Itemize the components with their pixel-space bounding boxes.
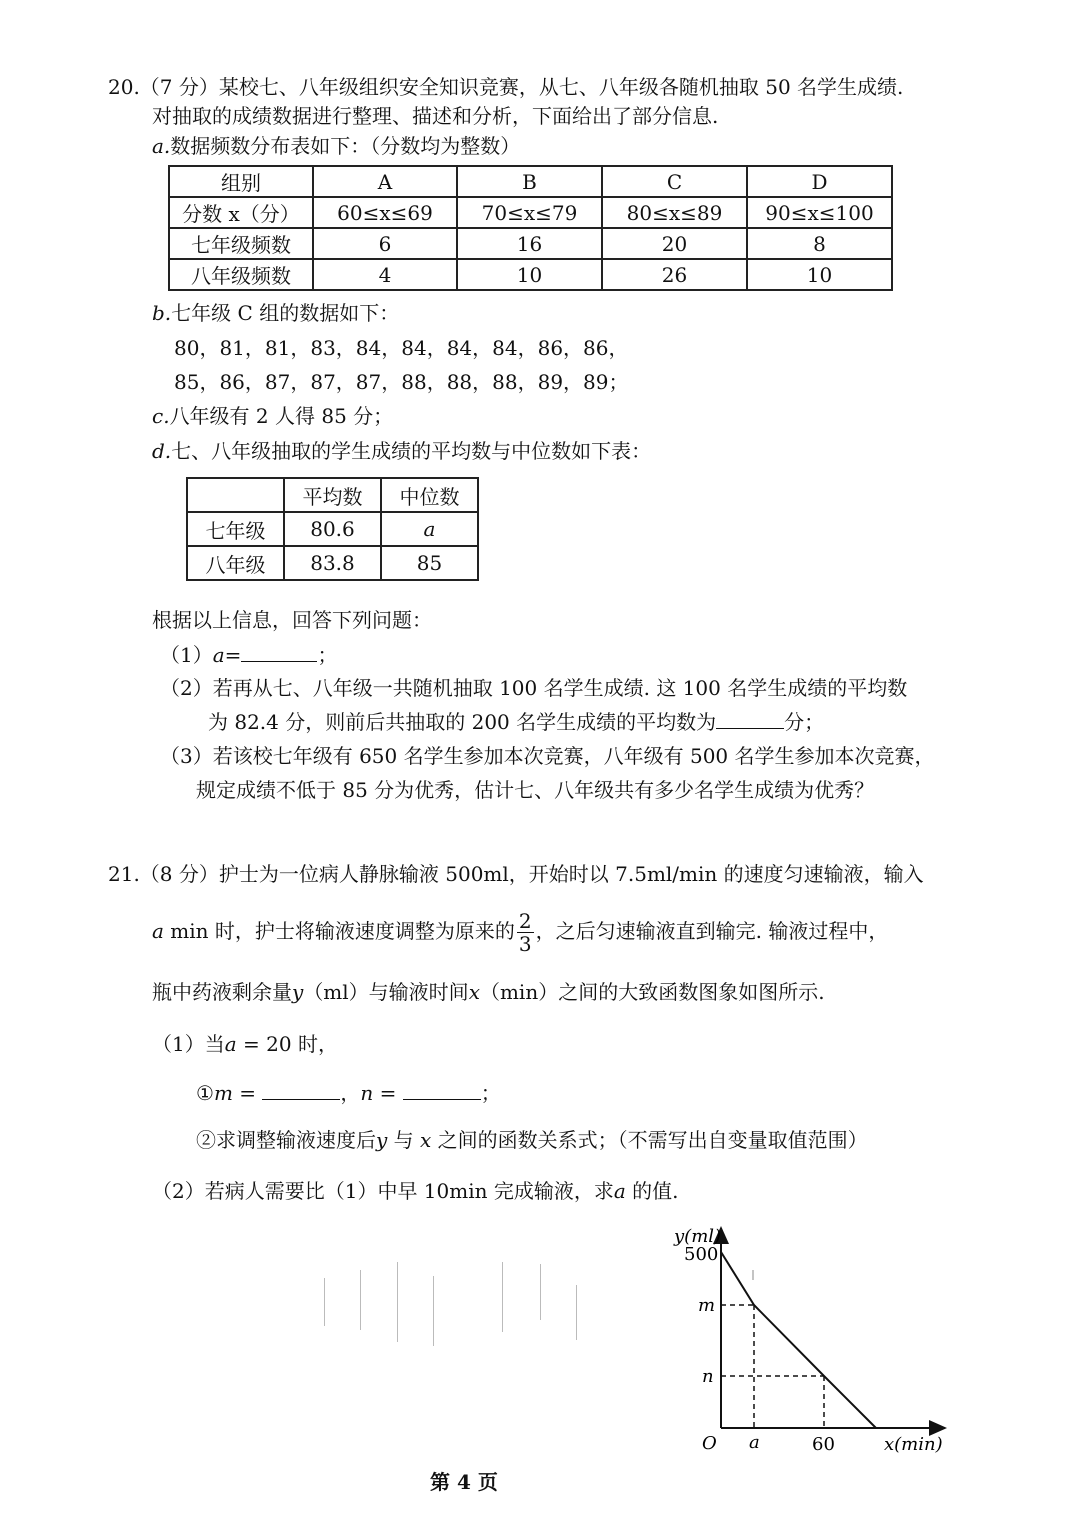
scan-mark bbox=[576, 1285, 577, 1340]
variable-y: y bbox=[292, 980, 304, 1004]
table-row bbox=[169, 197, 892, 228]
q21-text: ②求调整输液速度后 bbox=[196, 1128, 376, 1152]
c-group-data-line2: 85，86，87，87，87，88，88，88，89，89； bbox=[174, 370, 629, 394]
table-cell: 90≤x≤100 bbox=[747, 197, 892, 228]
variable-a: a bbox=[613, 1179, 626, 1203]
item-b-text: 七年级 C 组的数据如下： bbox=[171, 301, 400, 325]
table-cell: 七年级 bbox=[187, 512, 284, 546]
q20-item-b bbox=[152, 298, 399, 328]
function-line bbox=[721, 1252, 876, 1428]
table-cell: 20 bbox=[602, 228, 747, 259]
q21-text: = 20 时， bbox=[236, 1032, 338, 1056]
mean-median-table bbox=[186, 477, 479, 581]
scan-mark bbox=[540, 1264, 541, 1320]
circled-one: ① bbox=[196, 1081, 214, 1105]
q20-item-c bbox=[152, 401, 393, 431]
fraction-two-thirds bbox=[517, 910, 534, 955]
item-b-label: b. bbox=[152, 301, 172, 325]
stats-header-cell: 中位数 bbox=[381, 478, 478, 512]
q21-text: 之间的函数关系式；（不需写出自变量取值范围） bbox=[431, 1128, 868, 1152]
freq-header-cell: D bbox=[747, 166, 892, 197]
q21-text: 与 bbox=[387, 1128, 421, 1152]
table-cell: 80.6 bbox=[284, 512, 381, 546]
table-cell: 83.8 bbox=[284, 546, 381, 580]
q21-line2 bbox=[152, 906, 888, 956]
item-c-label: c. bbox=[152, 404, 170, 428]
y-tick-m: m bbox=[698, 1295, 716, 1316]
fraction-numerator: 2 bbox=[518, 909, 532, 933]
table-cell: 6 bbox=[313, 228, 457, 259]
answer-blank-m[interactable] bbox=[262, 1081, 340, 1100]
variable-a: a bbox=[152, 919, 164, 943]
table-cell: 4 bbox=[313, 259, 457, 290]
table-cell: 26 bbox=[602, 259, 747, 290]
q21-text: ，之后匀速输液直到输完. 输液过程中， bbox=[535, 919, 889, 943]
scan-mark bbox=[502, 1262, 503, 1332]
table-cell: 8 bbox=[747, 228, 892, 259]
table-cell: a bbox=[381, 512, 478, 546]
scan-mark bbox=[324, 1278, 325, 1326]
variable-x: x bbox=[420, 1128, 432, 1152]
q21-part2 bbox=[152, 1176, 679, 1206]
answer-blank-n[interactable] bbox=[403, 1081, 481, 1100]
answer-blank[interactable] bbox=[241, 643, 317, 662]
table-cell: 八年级频数 bbox=[169, 259, 313, 290]
table-cell: 60≤x≤69 bbox=[313, 197, 457, 228]
equals-sign: = bbox=[224, 643, 242, 667]
stats-header-cell bbox=[187, 478, 284, 512]
freq-header-cell: B bbox=[457, 166, 602, 197]
x-axis-label: x(min) bbox=[884, 1434, 943, 1455]
variable-a: a bbox=[212, 643, 225, 667]
table-cell: 80≤x≤89 bbox=[602, 197, 747, 228]
q20-part3-line2: 规定成绩不低于 85 分为优秀，估计七、八年级共有多少名学生成绩为优秀？ bbox=[196, 778, 875, 802]
q21-line3 bbox=[152, 977, 825, 1007]
table-row bbox=[169, 259, 892, 290]
part-number: （1）当 bbox=[152, 1032, 225, 1056]
frequency-table bbox=[168, 165, 893, 291]
y-tick-n: n bbox=[702, 1366, 714, 1387]
q21-heading: 21.（8 分）护士为一位病人静脉输液 500ml，开始时以 7.5ml/min 的速度匀速输液，输入 bbox=[108, 862, 924, 886]
q21-part1-sub1 bbox=[196, 1078, 501, 1108]
table-cell: 10 bbox=[457, 259, 602, 290]
table-cell: 八年级 bbox=[187, 546, 284, 580]
y-axis-label: y(ml) bbox=[674, 1226, 722, 1247]
item-a-text: 数据频数分布表如下：（分数均为整数） bbox=[170, 134, 521, 158]
q21-part1-sub2 bbox=[196, 1125, 868, 1155]
scan-mark bbox=[397, 1262, 398, 1342]
equals-sign: = bbox=[373, 1081, 403, 1105]
semicolon: ； bbox=[317, 643, 338, 667]
q21-text: （ml）与输液时间 bbox=[303, 980, 469, 1004]
q20-part2-line1: （2）若再从七、八年级一共随机抽取 100 名学生成绩. 这 100 名学生成绩的平均数 bbox=[160, 676, 908, 700]
table-cell: 10 bbox=[747, 259, 892, 290]
origin-label: O bbox=[702, 1433, 717, 1454]
scan-mark bbox=[360, 1270, 361, 1330]
part2-text-end: 分； bbox=[784, 710, 825, 734]
table-cell: 分数 x（分） bbox=[169, 197, 313, 228]
q20-part1 bbox=[160, 640, 337, 670]
part-number: （1） bbox=[160, 643, 213, 667]
table-row bbox=[169, 228, 892, 259]
c-group-data-line1: 80，81，81，83，84，84，84，84，86，86， bbox=[174, 336, 629, 360]
q21-text: （2）若病人需要比（1）中早 10min 完成输液，求 bbox=[152, 1179, 614, 1203]
q21-text: min 时，护士将输液速度调整为原来的 bbox=[163, 919, 515, 943]
frequency-table-header bbox=[169, 166, 892, 197]
equals-sign: = bbox=[232, 1081, 263, 1105]
table-cell: 16 bbox=[457, 228, 602, 259]
freq-header-cell: 组别 bbox=[169, 166, 313, 197]
x-tick-60: 60 bbox=[812, 1434, 835, 1455]
q21-part1 bbox=[152, 1029, 338, 1059]
part2-text: 为 82.4 分，则前后共抽取的 200 名学生成绩的平均数为 bbox=[208, 710, 717, 734]
table-cell: 70≤x≤79 bbox=[457, 197, 602, 228]
table-row bbox=[187, 546, 478, 580]
q20-heading: 20.（7 分）某校七、八年级组织安全知识竞赛，从七、八年级各随机抽取 50 名学生成绩. bbox=[108, 75, 904, 99]
page-number: 第 4 页 bbox=[430, 1470, 498, 1494]
variable-y: y bbox=[376, 1128, 388, 1152]
item-a-label: a. bbox=[152, 134, 171, 158]
q20-item-a bbox=[152, 131, 520, 161]
item-d-label: d. bbox=[152, 439, 172, 463]
table-cell: 七年级频数 bbox=[169, 228, 313, 259]
answer-blank[interactable] bbox=[716, 710, 784, 729]
table-row bbox=[187, 512, 478, 546]
q20-heading-line2: 对抽取的成绩数据进行整理、描述和分析，下面给出了部分信息. bbox=[152, 104, 719, 128]
fraction-denominator: 3 bbox=[518, 932, 532, 956]
q20-part2-line2 bbox=[208, 707, 824, 737]
q21-text: 的值. bbox=[625, 1179, 679, 1203]
infusion-graph bbox=[660, 1218, 960, 1468]
y-tick-500: 500 bbox=[684, 1244, 719, 1265]
item-d-text: 七、八年级抽取的学生成绩的平均数与中位数如下表： bbox=[171, 439, 652, 463]
variable-n: n bbox=[360, 1081, 374, 1105]
q20-prompt: 根据以上信息，回答下列问题： bbox=[152, 608, 432, 632]
variable-m: m bbox=[213, 1081, 233, 1105]
table-cell: 85 bbox=[381, 546, 478, 580]
freq-header-cell: A bbox=[313, 166, 457, 197]
variable-a: a bbox=[224, 1032, 237, 1056]
variable-x: x bbox=[468, 980, 480, 1004]
comma: ， bbox=[340, 1081, 361, 1105]
scan-mark bbox=[433, 1276, 434, 1346]
semicolon: ； bbox=[480, 1081, 501, 1105]
x-tick-a: a bbox=[749, 1432, 760, 1453]
item-c-text: 八年级有 2 人得 85 分； bbox=[169, 404, 394, 428]
q20-item-d bbox=[152, 436, 651, 466]
q21-text: （min）之间的大致函数图象如图所示. bbox=[479, 980, 825, 1004]
q21-text: 瓶中药液剩余量 bbox=[152, 980, 292, 1004]
stats-table-header bbox=[187, 478, 478, 512]
stats-header-cell: 平均数 bbox=[284, 478, 381, 512]
q20-part3-line1: （3）若该校七年级有 650 名学生参加本次竞赛，八年级有 500 名学生参加本次竞赛， bbox=[160, 744, 935, 768]
freq-header-cell: C bbox=[602, 166, 747, 197]
